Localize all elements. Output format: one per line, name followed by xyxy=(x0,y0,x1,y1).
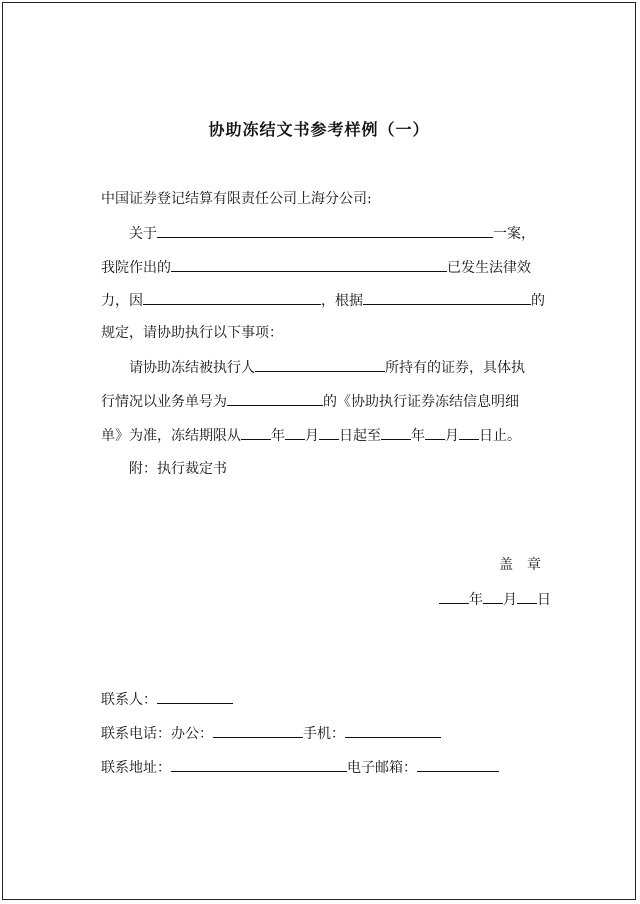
text: 的 xyxy=(531,293,545,309)
address-blank xyxy=(171,757,347,772)
contact-address xyxy=(101,757,499,778)
para1-line1 xyxy=(129,223,535,244)
para1-line2 xyxy=(101,257,531,278)
from-month-blank xyxy=(285,425,305,440)
text: 已发生法律效 xyxy=(447,260,531,276)
to-month-blank xyxy=(425,425,445,440)
text: 我院作出的 xyxy=(101,260,171,276)
para2-line2 xyxy=(101,391,519,412)
document-title: 协助冻结文书参考样例（一） xyxy=(208,120,430,139)
seal-month-blank xyxy=(483,589,503,604)
office-phone-blank xyxy=(213,723,303,738)
label: 电子邮箱： xyxy=(347,760,417,776)
text: ，根据 xyxy=(321,293,363,309)
reason-blank xyxy=(143,290,321,305)
person-blank xyxy=(255,357,385,372)
text: 年 xyxy=(271,428,285,444)
label: 手机： xyxy=(303,726,345,742)
text: 力，因 xyxy=(101,293,143,309)
text: 年 xyxy=(469,592,483,608)
seal-label: 盖 章 xyxy=(499,557,541,573)
text: 请协助冻结被执行人 xyxy=(129,360,255,376)
text: 单》为准，冻结期限从 xyxy=(101,428,241,444)
email-blank xyxy=(417,757,499,772)
document-blank xyxy=(171,257,447,272)
para1-line3 xyxy=(101,290,545,311)
to-year-blank xyxy=(381,425,411,440)
para2-line3 xyxy=(101,425,521,446)
order-number-blank xyxy=(227,391,323,406)
contact-person xyxy=(101,689,233,710)
text: 日止。 xyxy=(479,428,521,444)
to-day-blank xyxy=(459,425,479,440)
para1-line4: 规定，请协助执行以下事项： xyxy=(101,325,283,341)
seal-year-blank xyxy=(439,589,469,604)
contact-person-blank xyxy=(157,689,233,704)
label: 联系人： xyxy=(101,692,157,708)
from-year-blank xyxy=(241,425,271,440)
label: 联系地址： xyxy=(101,760,171,776)
text: 行情况以业务单号为 xyxy=(101,394,227,410)
text: 月 xyxy=(305,428,319,444)
seal-day-blank xyxy=(517,589,537,604)
para2-line1 xyxy=(129,357,525,378)
text: 一案， xyxy=(493,226,535,242)
text: 日 xyxy=(537,592,551,608)
text: 月 xyxy=(445,428,459,444)
contact-phone xyxy=(101,723,441,744)
text: 月 xyxy=(503,592,517,608)
case-blank xyxy=(157,223,493,238)
text: 年 xyxy=(411,428,425,444)
text: 关于 xyxy=(129,226,157,242)
from-day-blank xyxy=(319,425,339,440)
text: 所持有的证券，具体执 xyxy=(385,360,525,376)
text: 的《协助执行证券冻结信息明细 xyxy=(323,394,519,410)
text: 日起至 xyxy=(339,428,381,444)
label: 联系电话： xyxy=(101,726,171,742)
document-page xyxy=(2,2,636,900)
seal-date xyxy=(439,589,551,610)
mobile-phone-blank xyxy=(345,723,441,738)
attachment-note: 附：执行裁定书 xyxy=(129,461,227,477)
addressee: 中国证券登记结算有限责任公司上海分公司: xyxy=(101,191,372,207)
basis-blank xyxy=(363,290,531,305)
label: 办公： xyxy=(171,726,213,742)
